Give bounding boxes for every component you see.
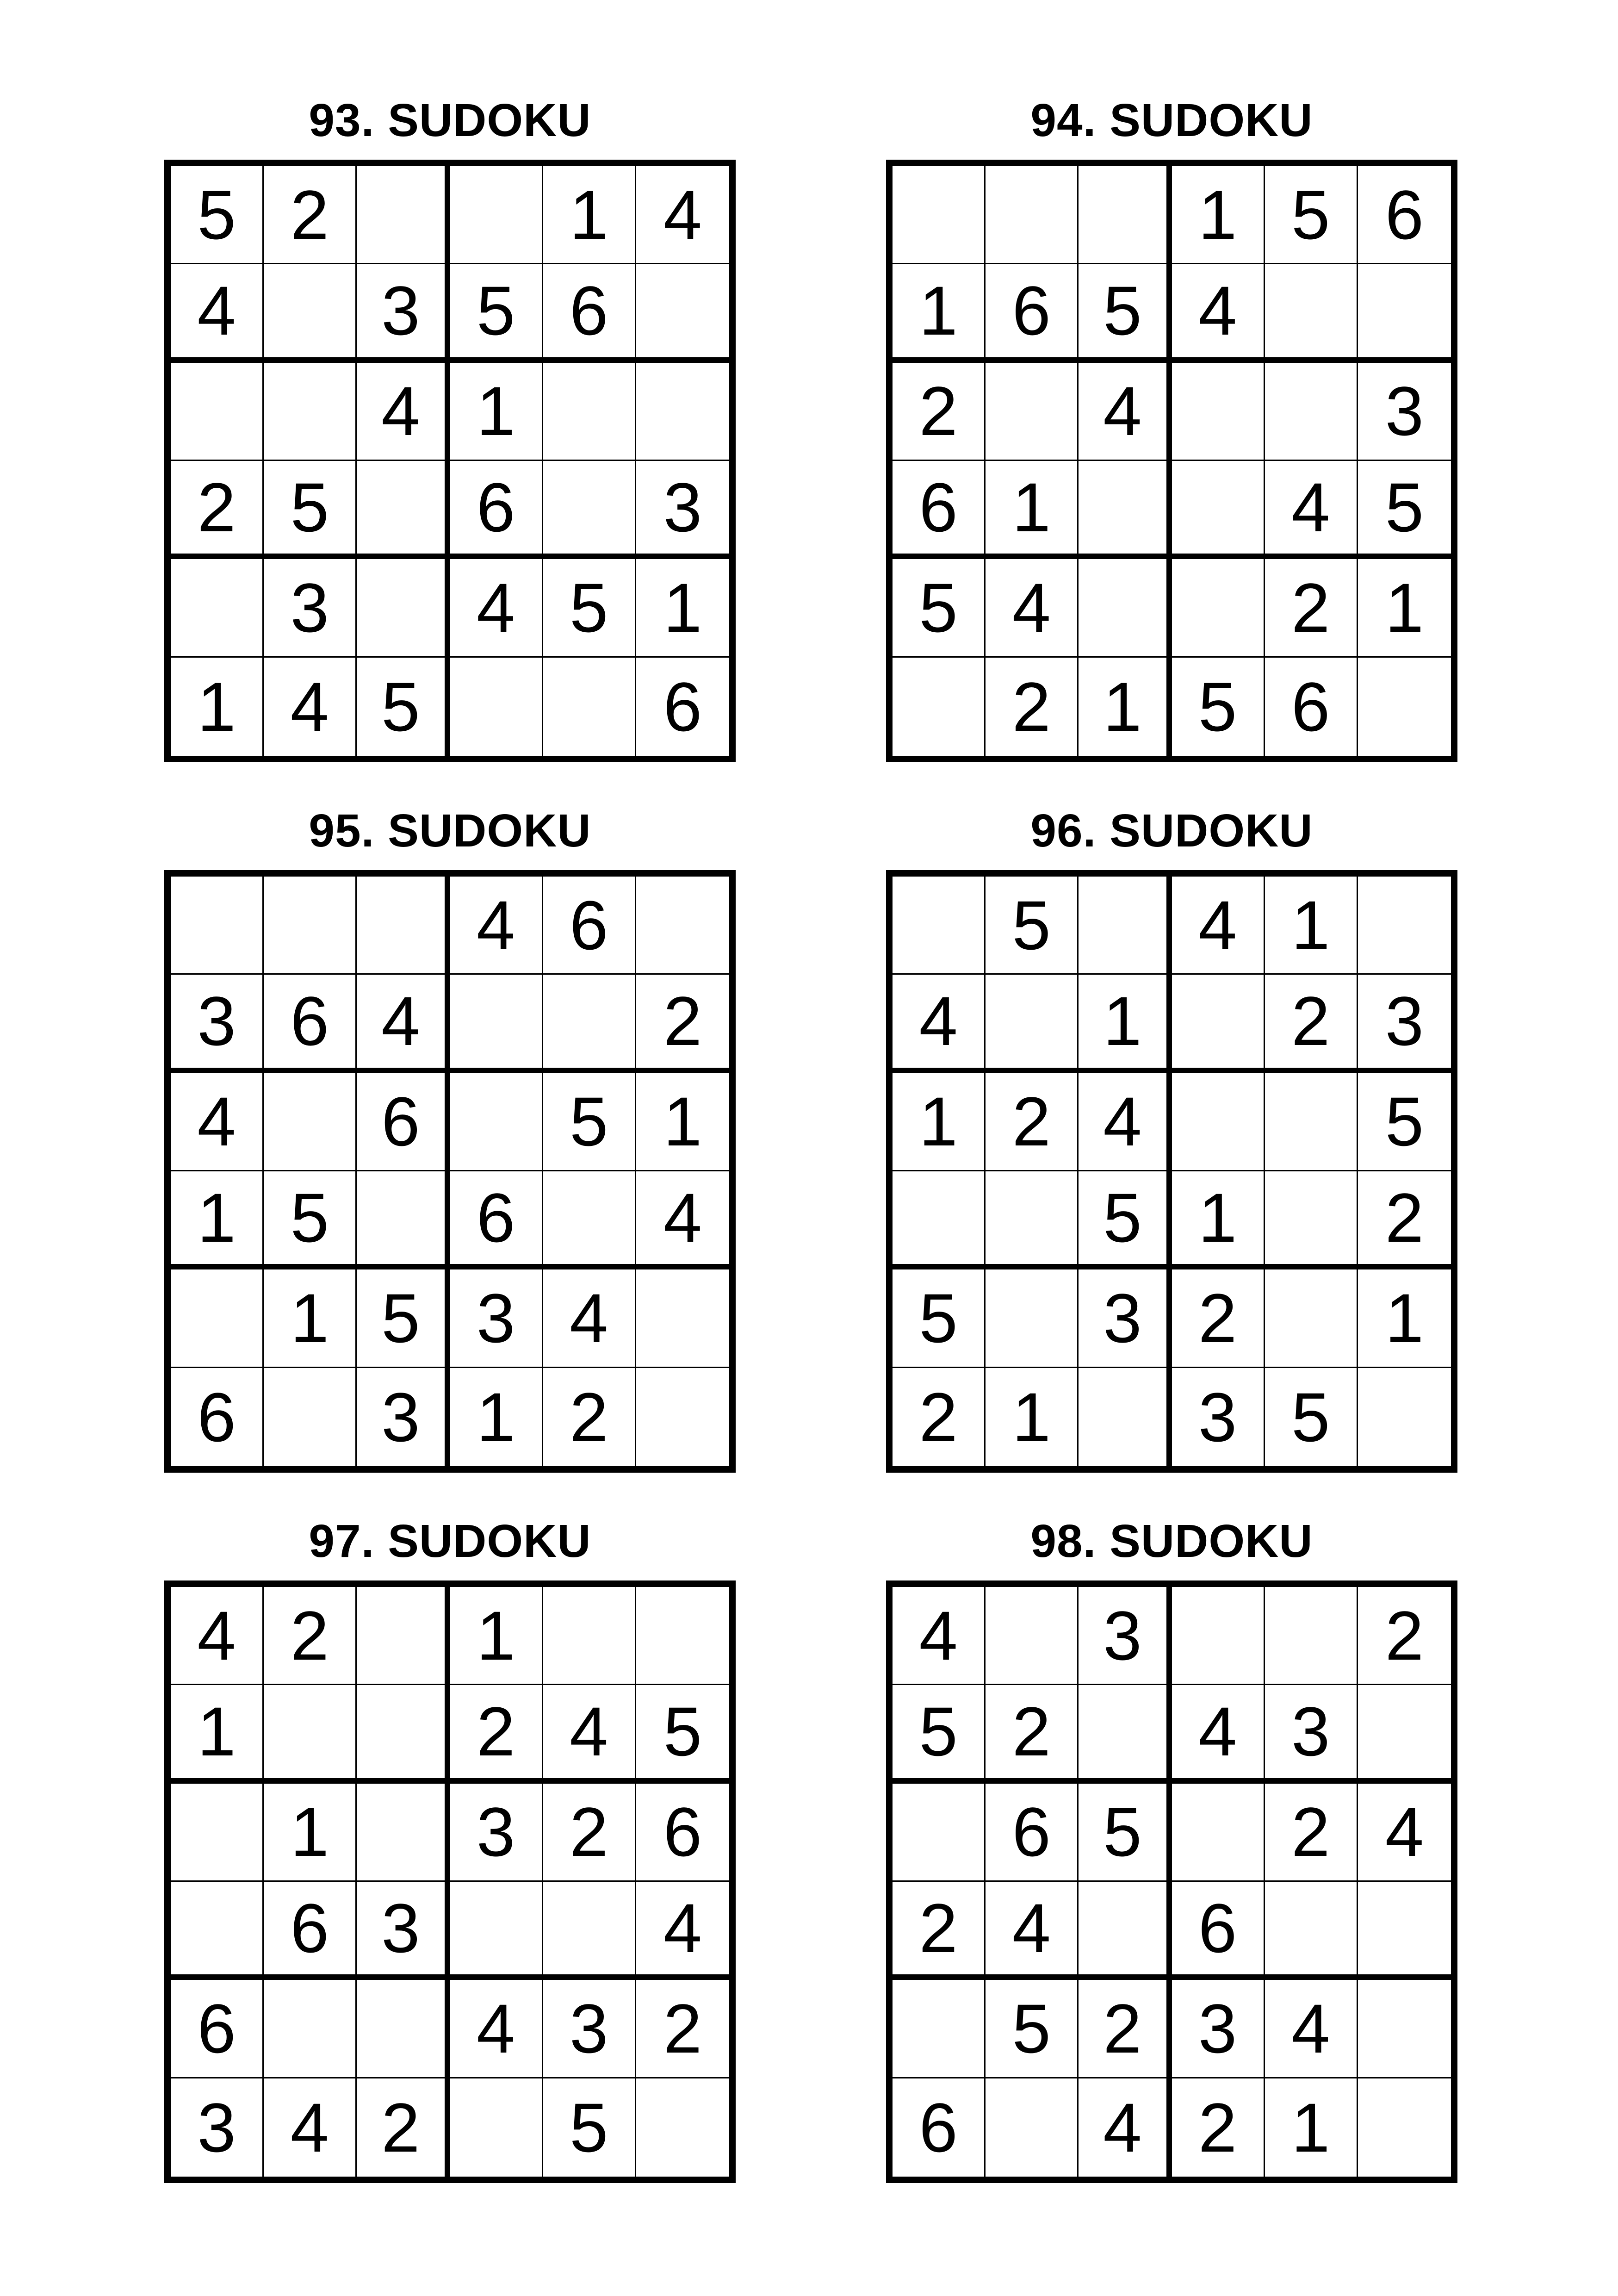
sudoku-cell (1358, 1882, 1451, 1980)
sudoku-cell: 5 (1079, 1171, 1172, 1269)
sudoku-cell: 1 (264, 1784, 357, 1882)
sudoku-cell (1079, 1685, 1172, 1783)
sudoku-cell: 2 (636, 975, 729, 1073)
sudoku-cell (171, 877, 264, 975)
sudoku-cell (893, 1171, 986, 1269)
sudoku-cell: 6 (986, 1784, 1079, 1882)
sudoku-cell (1265, 1882, 1358, 1980)
sudoku-cell (171, 1784, 264, 1882)
sudoku-cell (986, 363, 1079, 461)
sudoku-cell: 5 (986, 1980, 1079, 2078)
sudoku-cell: 1 (1172, 1171, 1265, 1269)
sudoku-cell (171, 1882, 264, 1980)
sudoku-grid (886, 160, 1457, 762)
sudoku-cell: 2 (1358, 1587, 1451, 1685)
puzzle-title: 98. SUDOKU (1030, 1515, 1313, 1567)
sudoku-cell (1358, 1685, 1451, 1783)
sudoku-cell: 1 (1079, 658, 1172, 756)
sudoku-cell: 3 (357, 1368, 450, 1466)
sudoku-cell (636, 1587, 729, 1685)
sudoku-cell: 4 (986, 1882, 1079, 1980)
sudoku-cell (1358, 2078, 1451, 2177)
sudoku-cell: 3 (1358, 363, 1451, 461)
puzzle-98 (886, 1513, 1457, 2166)
sudoku-cell: 2 (986, 1685, 1079, 1783)
sudoku-cell: 4 (450, 877, 543, 975)
sudoku-cell: 2 (1265, 1784, 1358, 1882)
sudoku-cell (357, 1171, 450, 1269)
sudoku-cell: 5 (986, 877, 1079, 975)
sudoku-cell: 2 (1172, 1269, 1265, 1368)
sudoku-cell (264, 1368, 357, 1466)
sudoku-cell (450, 658, 543, 756)
sudoku-cell (636, 1269, 729, 1368)
puzzle-97 (164, 1513, 736, 2166)
sudoku-cell (171, 1269, 264, 1368)
sudoku-cell (1172, 1073, 1265, 1171)
sudoku-cell: 6 (893, 461, 986, 559)
sudoku-cell: 1 (264, 1269, 357, 1368)
sudoku-cell: 4 (450, 559, 543, 657)
sudoku-cell: 4 (171, 264, 264, 362)
sudoku-grid (164, 1580, 736, 2183)
puzzle-96 (886, 803, 1457, 1456)
sudoku-cell (543, 1882, 636, 1980)
sudoku-cell: 4 (1172, 1685, 1265, 1783)
sudoku-cell (893, 1980, 986, 2078)
sudoku-cell: 5 (1265, 1368, 1358, 1466)
puzzle-93 (164, 93, 736, 746)
sudoku-cell: 4 (357, 975, 450, 1073)
sudoku-cell: 2 (357, 2078, 450, 2177)
sudoku-cell: 4 (636, 1171, 729, 1269)
sudoku-cell: 2 (171, 461, 264, 559)
sudoku-cell: 2 (1358, 1171, 1451, 1269)
sudoku-cell: 3 (1079, 1587, 1172, 1685)
sudoku-cell: 1 (450, 1587, 543, 1685)
sudoku-cell (1172, 1587, 1265, 1685)
sudoku-cell: 4 (264, 2078, 357, 2177)
sudoku-cell: 5 (264, 1171, 357, 1269)
sudoku-cell (636, 2078, 729, 2177)
sudoku-cell (264, 363, 357, 461)
sudoku-cell: 3 (1265, 1685, 1358, 1783)
sudoku-cell: 6 (264, 975, 357, 1073)
sudoku-cell: 2 (986, 1073, 1079, 1171)
sudoku-cell: 1 (986, 1368, 1079, 1466)
sudoku-cell: 5 (1358, 461, 1451, 559)
sudoku-cell: 2 (1079, 1980, 1172, 2078)
sudoku-cell (1265, 1269, 1358, 1368)
sudoku-cell: 5 (636, 1685, 729, 1783)
sudoku-cell (1172, 461, 1265, 559)
sudoku-cell: 5 (543, 1073, 636, 1171)
sudoku-cell (171, 363, 264, 461)
sudoku-cell (1358, 1980, 1451, 2078)
sudoku-cell: 6 (1358, 166, 1451, 264)
sudoku-cell: 3 (171, 2078, 264, 2177)
sudoku-grid (164, 870, 736, 1473)
sudoku-cell: 5 (1079, 264, 1172, 362)
sudoku-cell: 5 (543, 559, 636, 657)
sudoku-cell: 1 (1358, 559, 1451, 657)
sudoku-cell: 5 (357, 1269, 450, 1368)
sudoku-cell: 1 (1358, 1269, 1451, 1368)
sudoku-cell: 3 (1172, 1980, 1265, 2078)
sudoku-cell: 6 (893, 2078, 986, 2177)
sudoku-cell (543, 1587, 636, 1685)
sudoku-cell: 2 (1265, 559, 1358, 657)
sudoku-cell: 5 (1079, 1784, 1172, 1882)
sudoku-cell: 4 (893, 975, 986, 1073)
sudoku-cell: 2 (543, 1784, 636, 1882)
sudoku-cell: 2 (636, 1980, 729, 2078)
sudoku-cell: 1 (1079, 975, 1172, 1073)
sudoku-cell (986, 1269, 1079, 1368)
sudoku-cell: 6 (663, 667, 702, 746)
puzzle-title: 93. SUDOKU (309, 94, 591, 146)
sudoku-cell (543, 363, 636, 461)
sudoku-cell: 6 (543, 877, 636, 975)
sudoku-cell: 4 (543, 1685, 636, 1783)
sudoku-cell: 3 (1172, 1368, 1265, 1466)
sudoku-cell: 3 (636, 461, 729, 559)
sudoku-cell: 4 (1265, 1980, 1358, 2078)
sudoku-cell: 1 (636, 559, 729, 657)
sudoku-cell: 2 (1265, 975, 1358, 1073)
sudoku-grid (886, 1580, 1457, 2183)
sudoku-cell: 5 (1265, 166, 1358, 264)
sudoku-cell (1265, 264, 1358, 362)
sudoku-cell: 4 (636, 1882, 729, 1980)
sudoku-cell (357, 1587, 450, 1685)
sudoku-cell: 6 (450, 1171, 543, 1269)
sudoku-cell (264, 1980, 357, 2078)
sudoku-cell (986, 1171, 1079, 1269)
puzzle-title: 96. SUDOKU (1030, 805, 1313, 857)
sudoku-cell (357, 1784, 450, 1882)
sudoku-cell (450, 1882, 543, 1980)
sudoku-cell (1265, 1587, 1358, 1685)
sudoku-cell: 2 (986, 658, 1079, 756)
sudoku-cell: 1 (450, 1368, 543, 1466)
sudoku-cell (893, 166, 986, 264)
sudoku-cell: 4 (1172, 264, 1265, 362)
puzzle-title: 97. SUDOKU (309, 1515, 591, 1567)
sudoku-cell: 2 (893, 1368, 986, 1466)
sudoku-grid (886, 870, 1457, 1473)
sudoku-cell: 5 (893, 1685, 986, 1783)
puzzle-94 (886, 93, 1457, 746)
sudoku-cell: 4 (171, 1073, 264, 1171)
sudoku-cell (450, 166, 543, 264)
sudoku-cell (986, 1587, 1079, 1685)
sudoku-cell (893, 658, 986, 756)
sudoku-cell (543, 1171, 636, 1269)
sudoku-cell: 6 (543, 264, 636, 362)
sudoku-cell: 5 (264, 461, 357, 559)
sudoku-cell: 3 (543, 1980, 636, 2078)
sudoku-cell (1079, 1368, 1172, 1466)
sudoku-cell: 3 (450, 1784, 543, 1882)
sudoku-cell: 4 (357, 363, 450, 461)
sudoku-cell: 2 (893, 1882, 986, 1980)
sudoku-cell (986, 166, 1079, 264)
sudoku-cell (450, 1073, 543, 1171)
sudoku-cell (357, 461, 450, 559)
sudoku-cell: 5 (1358, 1073, 1451, 1171)
sudoku-cell: 4 (1172, 877, 1265, 975)
sudoku-cell (171, 559, 264, 657)
sudoku-cell (1079, 559, 1172, 657)
sudoku-cell (543, 658, 636, 756)
sudoku-cell: 3 (171, 975, 264, 1073)
sudoku-cell: 6 (357, 1073, 450, 1171)
sudoku-cell (357, 877, 450, 975)
sudoku-cell (1079, 461, 1172, 559)
sudoku-cell: 5 (450, 264, 543, 362)
sudoku-cell: 6 (171, 1368, 264, 1466)
sudoku-cell (636, 264, 729, 362)
sudoku-cell: 2 (264, 166, 357, 264)
sudoku-cell: 3 (357, 1882, 450, 1980)
sudoku-cell: 1 (893, 1073, 986, 1171)
sudoku-cell: 6 (450, 461, 543, 559)
sudoku-cell: 2 (893, 363, 986, 461)
sudoku-cell: 1 (636, 1073, 729, 1171)
puzzle-95 (164, 803, 736, 1456)
sudoku-cell (1265, 363, 1358, 461)
sudoku-cell: 3 (450, 1269, 543, 1368)
sudoku-cell (1358, 877, 1451, 975)
sudoku-cell (1172, 559, 1265, 657)
sudoku-cell: 3 (357, 264, 450, 362)
sudoku-cell: 5 (893, 1269, 986, 1368)
sudoku-cell: 1 (1172, 166, 1265, 264)
sudoku-cell: 2 (450, 1685, 543, 1783)
sudoku-cell (893, 1784, 986, 1882)
sudoku-cell: 3 (1358, 975, 1451, 1073)
sudoku-cell (1079, 1882, 1172, 1980)
sudoku-cell: 4 (986, 559, 1079, 657)
sudoku-cell: 4 (636, 166, 729, 264)
sudoku-cell: 4 (1265, 461, 1358, 559)
sudoku-cell: 1 (893, 264, 986, 362)
sudoku-cell (1079, 877, 1172, 975)
sudoku-cell (543, 461, 636, 559)
sudoku-cell (357, 559, 450, 657)
sudoku-cell (636, 363, 729, 461)
sudoku-cell (1079, 166, 1172, 264)
sudoku-cell (1358, 658, 1451, 756)
sudoku-cell (636, 1368, 729, 1466)
sudoku-cell: 1 (450, 363, 543, 461)
sudoku-cell: 4 (543, 1269, 636, 1368)
sudoku-cell: 6 (1265, 658, 1358, 756)
sudoku-cell (543, 975, 636, 1073)
sudoku-cell (1265, 1073, 1358, 1171)
sudoku-cell (264, 877, 357, 975)
sudoku-cell: 5 (543, 2078, 636, 2177)
sudoku-cell (986, 2078, 1079, 2177)
sudoku-cell: 4 (1358, 1784, 1451, 1882)
sudoku-cell (1358, 264, 1451, 362)
sudoku-cell: 5 (357, 658, 450, 756)
sudoku-cell: 4 (450, 1980, 543, 2078)
sudoku-cell: 6 (171, 1980, 264, 2078)
sudoku-cell: 6 (636, 1784, 729, 1882)
sudoku-cell (357, 166, 450, 264)
sudoku-cell: 4 (171, 1587, 264, 1685)
sudoku-cell: 1 (171, 658, 264, 756)
sudoku-cell (450, 975, 543, 1073)
sudoku-cell: 4 (1079, 1073, 1172, 1171)
sudoku-cell: 1 (1265, 877, 1358, 975)
sudoku-cell (1172, 363, 1265, 461)
sudoku-cell: 5 (893, 559, 986, 657)
sudoku-cell: 2 (543, 1368, 636, 1466)
sudoku-cell (636, 877, 729, 975)
sudoku-cell: 6 (264, 1882, 357, 1980)
sudoku-cell: 3 (264, 559, 357, 657)
sudoku-cell (1172, 975, 1265, 1073)
sudoku-cell (357, 1685, 450, 1783)
sudoku-cell: 1 (543, 166, 636, 264)
sudoku-cell (450, 2078, 543, 2177)
sudoku-cell: 5 (1172, 658, 1265, 756)
sudoku-cell: 1 (1265, 2078, 1358, 2177)
sudoku-cell (1358, 1368, 1451, 1466)
sudoku-cell: 1 (171, 1685, 264, 1783)
sudoku-cell: 3 (1079, 1269, 1172, 1368)
sudoku-cell: 4 (1079, 363, 1172, 461)
sudoku-cell (264, 1685, 357, 1783)
sudoku-cell (264, 1073, 357, 1171)
sudoku-cell (986, 975, 1079, 1073)
puzzle-title: 95. SUDOKU (309, 805, 591, 857)
sudoku-cell: 2 (1172, 2078, 1265, 2177)
sudoku-cell: 6 (1172, 1882, 1265, 1980)
sudoku-cell (1265, 1171, 1358, 1269)
sudoku-cell (893, 877, 986, 975)
sudoku-cell: 1 (986, 461, 1079, 559)
sudoku-cell: 5 (171, 166, 264, 264)
sudoku-cell: 6 (986, 264, 1079, 362)
sudoku-cell: 4 (893, 1587, 986, 1685)
sudoku-cell: 4 (1079, 2078, 1172, 2177)
sudoku-cell: 1 (171, 1171, 264, 1269)
sudoku-cell (264, 264, 357, 362)
sudoku-cell (1172, 1784, 1265, 1882)
sudoku-grid (164, 160, 736, 762)
sudoku-cell (357, 1980, 450, 2078)
sudoku-cell: 2 (264, 1587, 357, 1685)
sudoku-cell: 4 (264, 658, 357, 756)
puzzle-title: 94. SUDOKU (1030, 94, 1313, 146)
